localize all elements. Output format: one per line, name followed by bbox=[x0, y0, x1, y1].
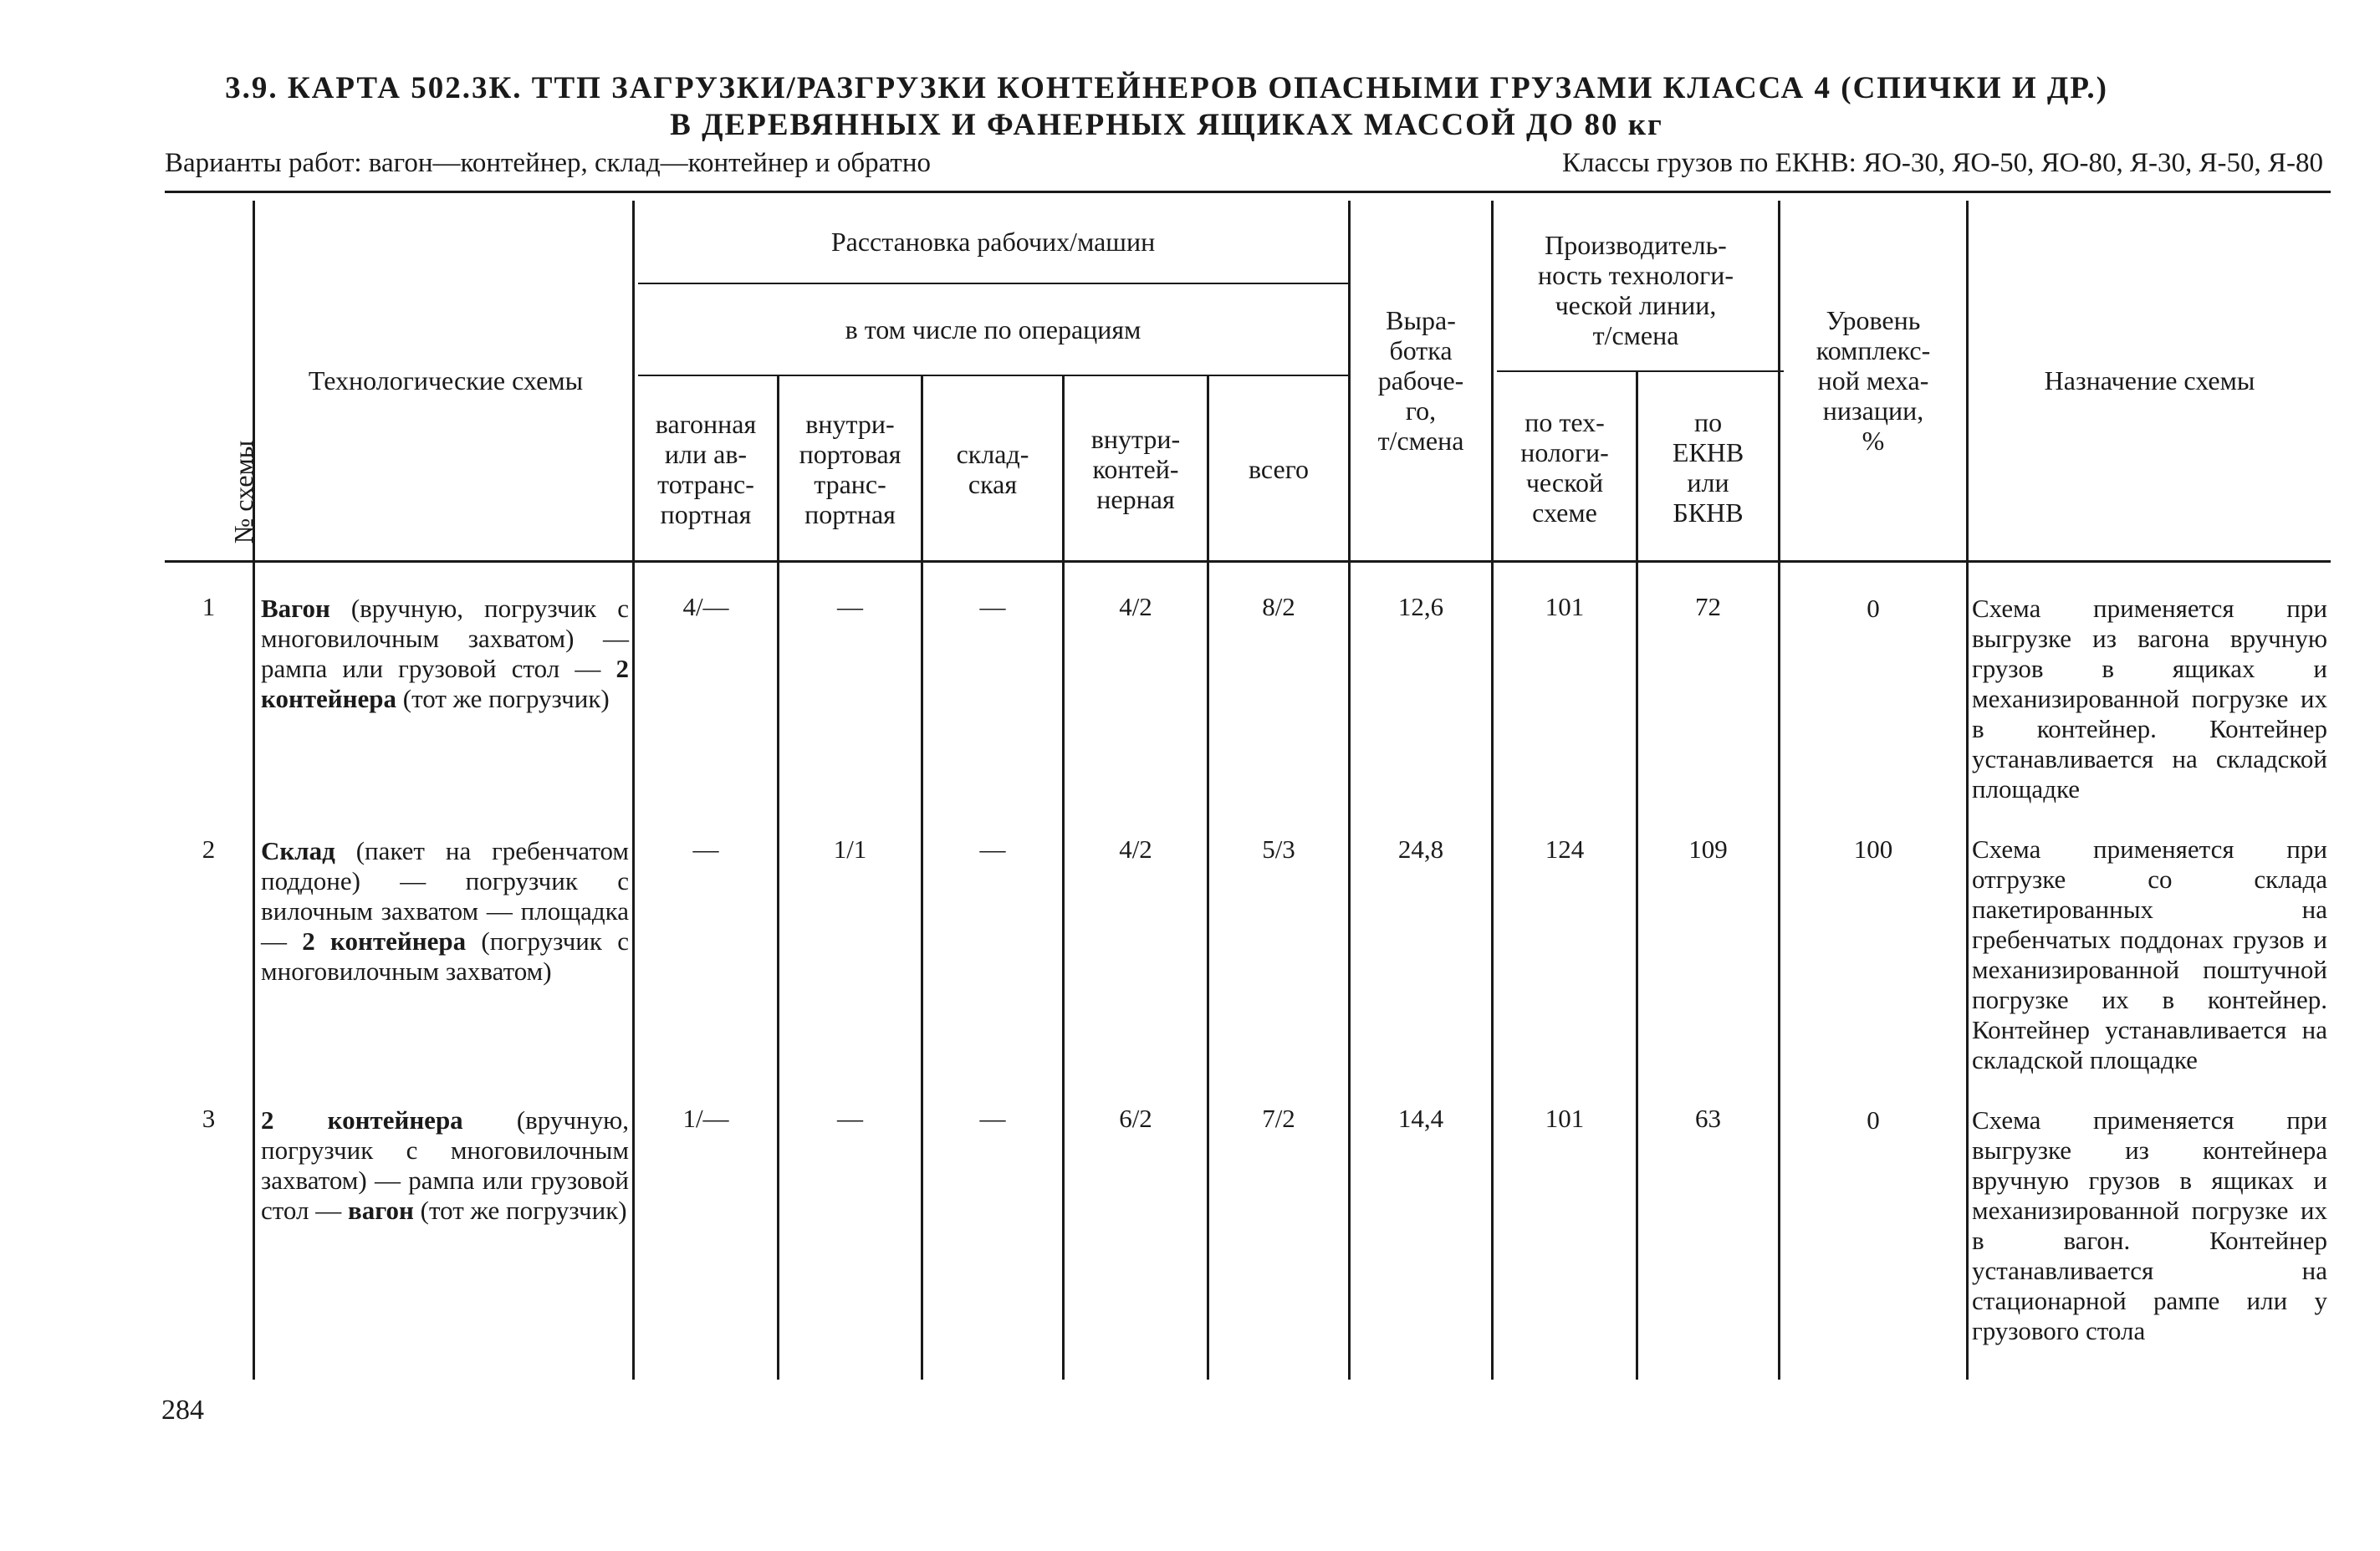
cell-total: 8/2 bbox=[1262, 592, 1295, 621]
cell-wagon: 1/— bbox=[682, 1104, 729, 1133]
header-wagon: вагонная или ав- тотранс- портная bbox=[655, 409, 757, 529]
scheme-start: 2 контейнера bbox=[261, 1105, 463, 1135]
work-variants: Варианты работ: вагон—контейнер, склад—контейнер и обратно bbox=[165, 148, 931, 178]
cell-purpose: Схема применяется при выгрузке из контейнера вручную грузов в ящиках и механизированной погрузке их в вагон. Контейнер устанавливается на стационарной рампе или у грузового стола bbox=[1972, 1105, 2327, 1345]
vline-1 bbox=[253, 201, 255, 1380]
scheme-start: Вагон bbox=[261, 594, 330, 623]
cell-output: 14,4 bbox=[1397, 1104, 1444, 1133]
cell-purpose: Схема применяется при отгрузке со склада пакетированных на гребенчатых поддонах грузов и механизированной поштучной погрузке их в контейнер. Контейнер устанавливается на складской площадке bbox=[1972, 834, 2327, 1074]
row-number: 2 bbox=[202, 834, 216, 864]
cell-total: 7/2 bbox=[1262, 1104, 1295, 1133]
cell-by-ekhv: 63 bbox=[1695, 1104, 1721, 1133]
header-scheme-no: № схемы bbox=[228, 440, 259, 544]
cell-wagon: 4/— bbox=[682, 592, 729, 621]
cell-wagon: — bbox=[692, 834, 719, 864]
cargo-classes: Классы грузов по ЕКНВ: ЯО-30, ЯО-50, ЯО-80, Я-30, Я-50, Я-80 bbox=[1562, 148, 2323, 178]
header-productivity: Производитель- ность технологи- ческой линии, т/смена bbox=[1537, 229, 1734, 350]
scheme-tail: (тот же погрузчик) bbox=[413, 1196, 627, 1225]
row-number: 3 bbox=[202, 1104, 216, 1133]
title-line-2: В ДЕРЕВЯННЫХ И ФАНЕРНЫХ ЯЩИКАХ МАССОЙ ДО 80 кг bbox=[670, 108, 1663, 142]
cell-by-tech: 101 bbox=[1545, 592, 1585, 621]
cell-intraport: 1/1 bbox=[833, 834, 867, 864]
header-by-ekhv: по ЕКНВ или БКНВ bbox=[1672, 407, 1744, 528]
cell-mech-level: 0 bbox=[1867, 1105, 1880, 1135]
scheme-end: вагон bbox=[347, 1196, 414, 1225]
header-placement: Расстановка рабочих/машин bbox=[830, 227, 1156, 257]
cell-mech-level: 0 bbox=[1867, 594, 1880, 623]
cell-warehouse: — bbox=[979, 834, 1006, 864]
rule-operations bbox=[638, 375, 1348, 376]
page-title bbox=[151, 70, 2183, 144]
header-intracontainer: внутри- контей- нерная bbox=[1090, 424, 1181, 514]
cell-intracontainer: 4/2 bbox=[1119, 834, 1152, 864]
cell-output: 24,8 bbox=[1397, 834, 1444, 864]
header-tech-schemes: Технологические схемы bbox=[308, 365, 584, 395]
header-by-operations: в том числе по операциям bbox=[845, 314, 1141, 344]
row-number: 1 bbox=[202, 592, 216, 621]
rule-top bbox=[165, 191, 2331, 193]
cell-by-ekhv: 109 bbox=[1688, 834, 1728, 864]
page-number: 284 bbox=[161, 1395, 204, 1426]
scheme-middle: (вручную, погрузчик с многовилочным захватом) — рампа или грузовой стол — bbox=[261, 1105, 629, 1225]
scheme-description bbox=[261, 836, 629, 987]
cell-intraport: — bbox=[837, 1104, 863, 1133]
scheme-start: Склад bbox=[261, 836, 335, 865]
scheme-description bbox=[261, 1105, 629, 1226]
cell-output: 12,6 bbox=[1397, 592, 1444, 621]
scheme-tail: (погрузчик с многовилочным захватом) bbox=[261, 926, 629, 986]
cell-purpose: Схема применяется при выгрузке из вагона вручную грузов в ящиках и механизированной погрузке их в контейнер. Контейнер устанавливается на складской площадке bbox=[1972, 594, 2327, 804]
rule-header-bottom bbox=[165, 560, 2331, 563]
header-intraport: внутри- портовая транс- портная bbox=[799, 409, 901, 529]
cell-intracontainer: 6/2 bbox=[1119, 1104, 1152, 1133]
cell-by-tech: 101 bbox=[1545, 1104, 1585, 1133]
cell-total: 5/3 bbox=[1262, 834, 1295, 864]
rule-productivity bbox=[1497, 370, 1784, 372]
title-line-1: 3.9. КАРТА 502.3К. ТТП ЗАГРУЗКИ/РАЗГРУЗКИ КОНТЕЙНЕРОВ ОПАСНЫМИ ГРУЗАМИ КЛАССА 4 (СПИЧКИ И ДР.) bbox=[225, 71, 2108, 105]
cell-intraport: — bbox=[837, 592, 863, 621]
scheme-tail: (тот же погрузчик) bbox=[396, 684, 610, 713]
header-warehouse: склад- ская bbox=[956, 439, 1029, 499]
header-by-tech: по тех- нологи- ческой схеме bbox=[1520, 407, 1609, 528]
cell-warehouse: — bbox=[979, 592, 1006, 621]
cell-warehouse: — bbox=[979, 1104, 1006, 1133]
scheme-description bbox=[261, 594, 629, 714]
header-purpose: Назначение схемы bbox=[2044, 365, 2255, 395]
cell-by-ekhv: 72 bbox=[1695, 592, 1721, 621]
scheme-middle: (пакет на гребенчатом поддоне) — погрузчик с вилочным захватом — площадка — bbox=[261, 836, 629, 956]
cell-by-tech: 124 bbox=[1545, 834, 1585, 864]
cell-mech-level: 100 bbox=[1853, 834, 1893, 864]
scheme-middle: (вручную, погрузчик с многовилочным захватом) — рампа или грузовой стол — bbox=[261, 594, 629, 683]
scheme-end: 2 контейнера bbox=[302, 926, 467, 956]
scheme-end: 2 контейнера bbox=[261, 654, 629, 713]
header-output: Выра- ботка рабоче- го, т/смена bbox=[1377, 305, 1464, 456]
header-mech-level: Уровень комплекс- ной меха- низации, % bbox=[1816, 305, 1931, 456]
cell-intracontainer: 4/2 bbox=[1119, 592, 1152, 621]
header-total: всего bbox=[1248, 454, 1310, 484]
